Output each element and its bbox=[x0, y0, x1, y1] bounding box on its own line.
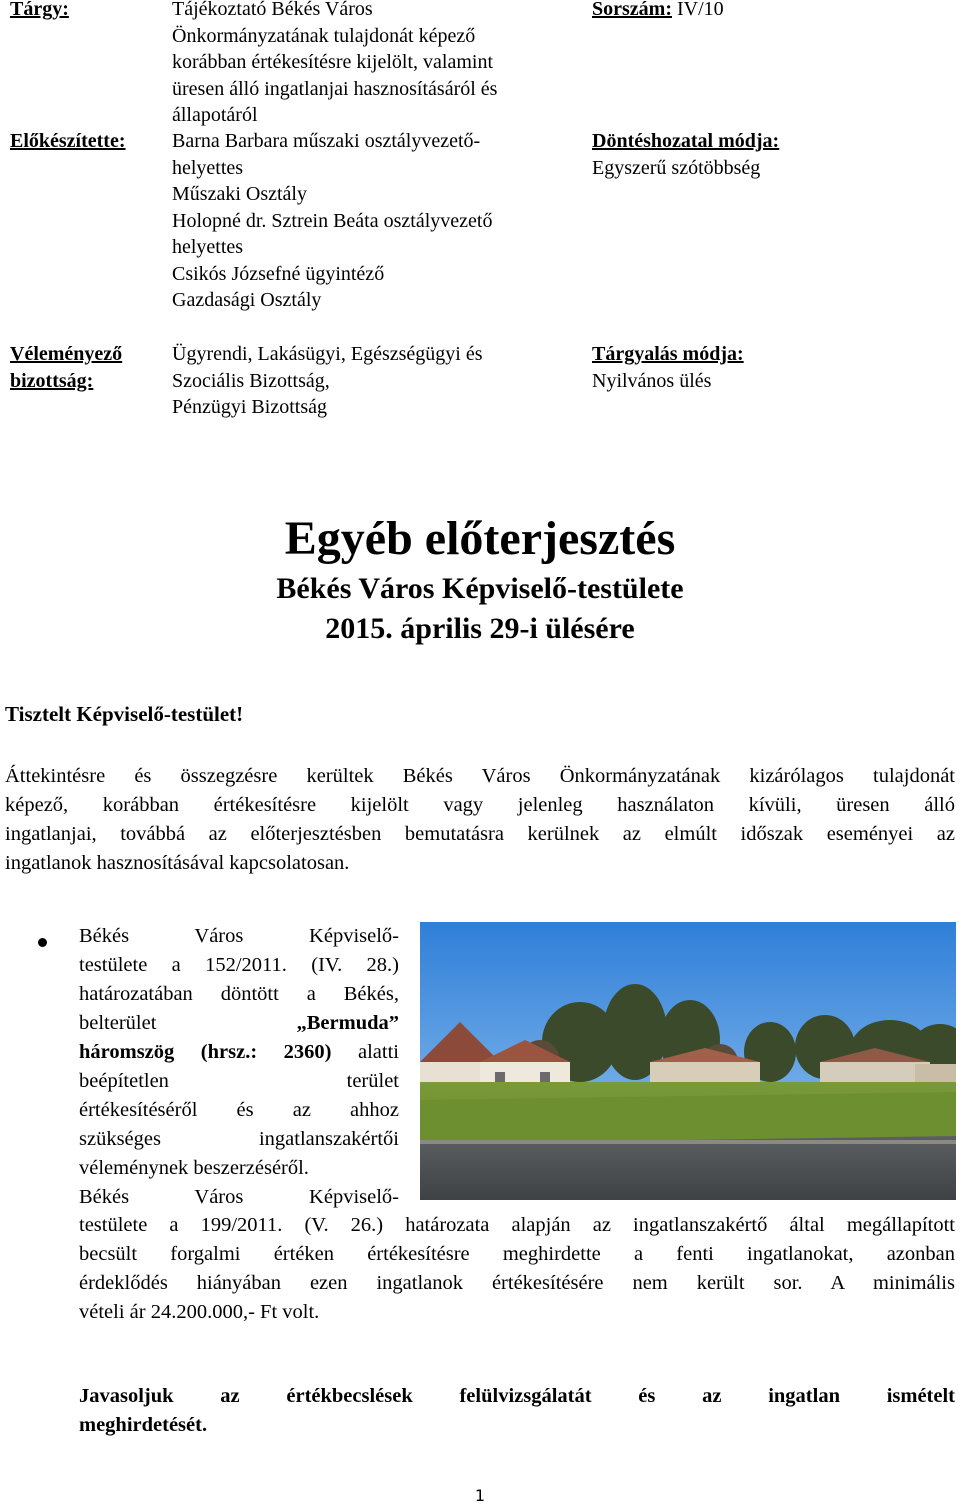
intro-paragraph: Áttekintésre és összegzésre kerültek Békés Város Önkormányzatának kizárólagos tulajdonát képező, korábban értékesítésre kijelölt vagy jelenleg használaton kívüli, üresen álló ingatlanjai, továbbá az előterjesztésben bemutatásra kerülnek az elmúlt időszak eseményei az ingatlanok hasznosításával kapcsolatosan. bbox=[5, 765, 955, 874]
serial-label: Sorszám: bbox=[592, 0, 672, 20]
document-title: Egyéb előterjesztés bbox=[284, 512, 676, 565]
bullet-text: Békés Város Képviselő- testülete a 152/2011. (IV. 28.) határozatában döntött a Békés, belterület „Bermuda” háromszög (hrsz.: 2360) alatti beépítetlen terület értékesítéséről és az ahhoz szükséges ingatlanszakértői véleménynek beszerzéséről. Békés Város Képviselő- bbox=[79, 925, 399, 1208]
hearing-cell bbox=[592, 341, 952, 394]
prepared-value: Barna Barbara műszaki osztályvezető- helyettes Műszaki Osztály Holopné dr. Sztrein Beáta osztályvezető helyettes Csikós Józsefné ügyintéző Gazdasági Osztály bbox=[172, 130, 493, 311]
decision-cell bbox=[592, 128, 952, 181]
prepared-label: Előkészítette: bbox=[10, 130, 126, 152]
property-photo bbox=[420, 922, 956, 1200]
committee-label: Véleményező bizottság: bbox=[10, 343, 123, 392]
salutation: Tisztelt Képviselő-testület! bbox=[5, 702, 244, 726]
committee-value: Ügyrendi, Lakásügyi, Egészségügyi és Szociális Bizottság, Pénzügyi Bizottság bbox=[172, 343, 483, 418]
meeting-date: 2015. április 29-i ülésére bbox=[325, 612, 635, 645]
serial-value: IV/10 bbox=[676, 0, 724, 20]
continuation-paragraph: testülete a 199/2011. (V. 26.) határozata alapján az ingatlanszakértő által megállapított becsült forgalmi értéken értékesítésre meghirdette a fenti ingatlanokat, azonban érdeklődés hiányában ezen ingatlanok értékesítésére nem került sor. A minimális vételi ár 24.200.000,- Ft volt. bbox=[79, 1214, 955, 1323]
bullet-icon bbox=[38, 938, 47, 947]
page-number: 1 bbox=[474, 1486, 486, 1505]
hearing-label: Tárgyalás módja: bbox=[592, 343, 744, 365]
decision-label: Döntéshozatal módja: bbox=[592, 130, 780, 152]
document-subtitle: Békés Város Képviselő-testülete bbox=[276, 572, 684, 605]
decision-value: Egyszerű szótöbbség bbox=[592, 156, 761, 179]
property-lot: háromszög (hrsz.: 2360) bbox=[79, 1041, 332, 1063]
serial-cell bbox=[592, 0, 952, 23]
property-name: „Bermuda” bbox=[296, 1012, 399, 1034]
subject-label: Tárgy: bbox=[10, 0, 69, 20]
subject-value: Tájékoztató Békés Város Önkormányzatának tulajdonát képező korábban értékesítésre kijelölt, valamint üresen álló ingatlanjai hasznosításáról és állapotáról bbox=[172, 0, 498, 126]
proposal-paragraph: Javasoljuk az értékbecslések felülvizsgálatát és az ingatlan ismételt meghirdetését. bbox=[79, 1385, 955, 1436]
hearing-value: Nyilvános ülés bbox=[592, 369, 712, 392]
